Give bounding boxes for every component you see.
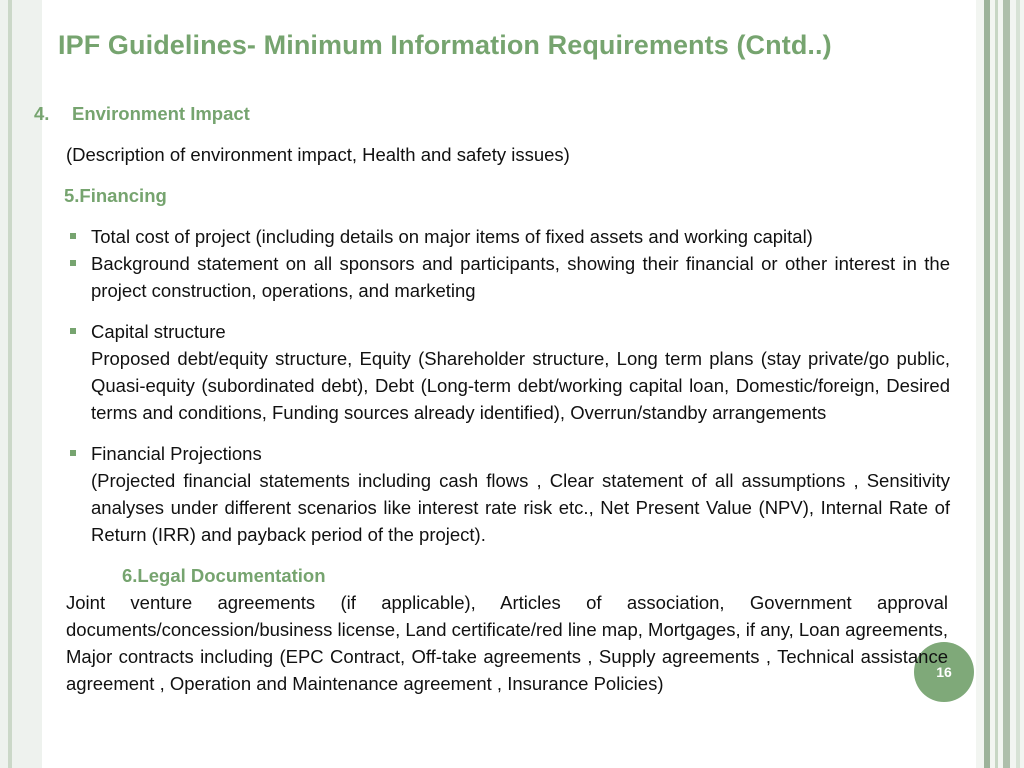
list-item (32, 223, 950, 250)
right-frame (976, 0, 1024, 768)
legal-wrapper (32, 589, 950, 697)
right-stripe (1003, 0, 1010, 768)
right-stripe (1016, 0, 1020, 768)
legal-documentation-text: Joint venture agreements (if applicable), Articles of association, Government approval documents/concession/business license, Land certificate/red line map, Mortgages, if any, Loan agreements, Major contracts including (EPC Contract, Off-take agreements , Supply agreements , Technical assistance agreement , Operation and Maintenance agreement , Insurance Policies) (66, 592, 948, 694)
bullet-label: Capital structure (91, 321, 226, 342)
financing-bullet-list (32, 223, 950, 548)
bullet-icon (70, 260, 76, 266)
list-item (32, 318, 950, 426)
bullet-text: Background statement on all sponsors and participants, showing their financial or other interest in the project construction, operations, and marketing (91, 253, 950, 301)
section-legal-heading: 6.Legal Documentation (122, 565, 326, 586)
bullet-icon (70, 450, 76, 456)
bullet-detail: (Projected financial statements including cash flows , Clear statement of all assumptions , Sensitivity analyses under different scenarios like interest rate risk etc., Net Present Value (NPV), Internal Rate of Return (IRR) and payback period of the project). (91, 470, 950, 545)
bullet-label: Financial Projections (91, 443, 262, 464)
bullet-icon (70, 233, 76, 239)
slide-content (32, 100, 950, 697)
section-heading: Environment Impact (72, 103, 250, 124)
right-stripe (984, 0, 990, 768)
bullet-detail: Proposed debt/equity structure, Equity (Shareholder structure, Long term plans (stay private/go public, Quasi-equity (subordinated debt), Debt (Long-term debt/working capital loan, Domestic/foreign, Desired terms and conditions, Funding sources already identified), Overrun/standby arrangements (91, 348, 950, 423)
section-number: 4. (34, 103, 50, 124)
page-number-badge: 16 (914, 642, 974, 702)
right-stripe (995, 0, 998, 768)
slide-title: IPF Guidelines- Minimum Information Requirements (Cntd..) (58, 30, 832, 60)
bullet-icon (70, 328, 76, 334)
bullet-text: Total cost of project (including details on major items of fixed assets and working capital) (91, 226, 813, 247)
environment-description: (Description of environment impact, Health and safety issues) (66, 144, 570, 165)
left-frame-line (8, 0, 12, 768)
list-item (32, 250, 950, 304)
list-item (32, 440, 950, 548)
section-financing-heading: 5.Financing (64, 185, 167, 206)
section-environment-heading (34, 100, 950, 127)
